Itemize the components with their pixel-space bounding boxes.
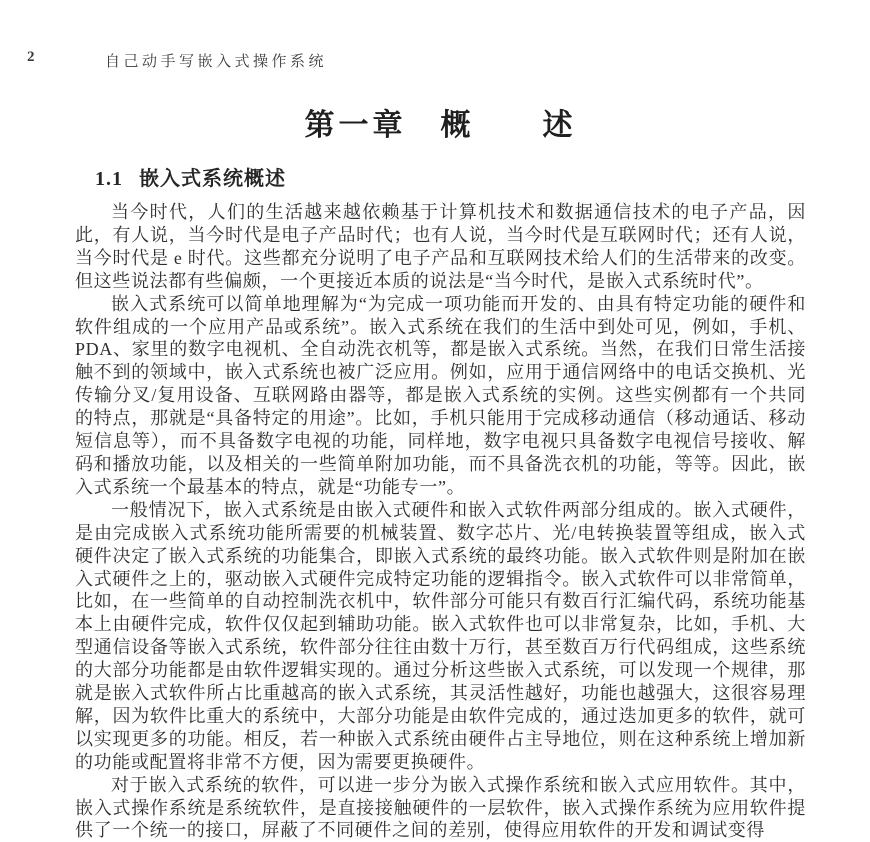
body-text: [75, 201, 806, 842]
section-heading: [95, 162, 286, 191]
body-paragraph: 当今时代，人们的生活越来越依赖基于计算机技术和数据通信技术的电子产品，因此，有人说，当今时代是电子产品时代；也有人说，当今时代是互联网时代；还有人说，当今时代是 e 时代。这些都充分说明了电子产品和互联网技术给人们的生活带来的改变。但这些说法都有些偏颇，一个更接近本质的说法是“当今时代，是嵌入式系统时代”。: [75, 202, 806, 291]
chapter-title: 第一章 概 述: [304, 109, 577, 142]
running-header-title: 自己动手写嵌入式操作系统: [105, 54, 328, 70]
body-paragraph: 对于嵌入式系统的软件，可以进一步分为嵌入式操作系统和嵌入式应用软件。其中，嵌入式操作系统是系统软件，是直接接触硬件的一层软件，嵌入式操作系统为应用软件提供了一个统一的接口，屏蔽了不同硬件之间的差别，使得应用软件的开发和调试变得: [75, 774, 806, 841]
body-paragraph: 一般情况下，嵌入式系统是由嵌入式硬件和嵌入式软件两部分组成的。嵌入式硬件，是由完成嵌入式系统功能所需要的机械装置、数字芯片、光/电转换装置等组成，嵌入式硬件决定了嵌入式系统的功能集合，即嵌入式系统的最终功能。嵌入式软件则是附加在嵌入式硬件之上的，驱动嵌入式硬件完成特定功能的逻辑指令。嵌入式软件可以非常简单，比如，在一些简单的自动控制洗衣机中，软件部分可能只有数百行汇编代码，系统功能基本上由硬件完成，软件仅仅起到辅助功能。嵌入式软件也可以非常复杂，比如，手机、大型通信设备等嵌入式系统，软件部分往往由数十万行，甚至数百万行代码组成，这些系统的大部分功能都是由软件逻辑实现的。通过分析这些嵌入式系统，可以发现一个规律，那就是嵌入式软件所占比重越高的嵌入式系统，其灵活性越好，功能也越强大，这很容易理解，因为软件比重大的系统中，大部分功能是由软件完成的，通过迭加更多的软件，就可以实现更多的功能。相反，若一种嵌入式系统由硬件占主导地位，则在这种系统上增加新的功能或配置将非常不方便，因为需要更换硬件。: [75, 499, 806, 772]
page-number: 2: [27, 49, 35, 65]
body-paragraph: 嵌入式系统可以简单地理解为“为完成一项功能而开发的、由具有特定功能的硬件和软件组成的一个应用产品或系统”。嵌入式系统在我们的生活中到处可见，例如，手机、PDA、家里的数字电视机、全自动洗衣机等，都是嵌入式系统。当然，在我们日常生活接触不到的领域中，嵌入式系统也被广泛应用。例如，应用于通信网络中的电话交换机、光传输分叉/复用设备、互联网路由器等，都是嵌入式系统的实例。这些实例都有一个共同的特点，那就是“具备特定的用途”。比如，手机只能用于完成移动通信（移动通话、移动短信息等），而不具备数字电视的功能，同样地，数字电视只具备数字电视信号接收、解码和播放功能，以及相关的一些简单附加功能，而不具备洗衣机的功能，等等。因此，嵌入式系统一个最基本的特点，就是“功能专一”。: [75, 293, 806, 497]
section-number: 1.1: [95, 168, 123, 190]
section-title: 嵌入式系统概述: [139, 168, 286, 190]
